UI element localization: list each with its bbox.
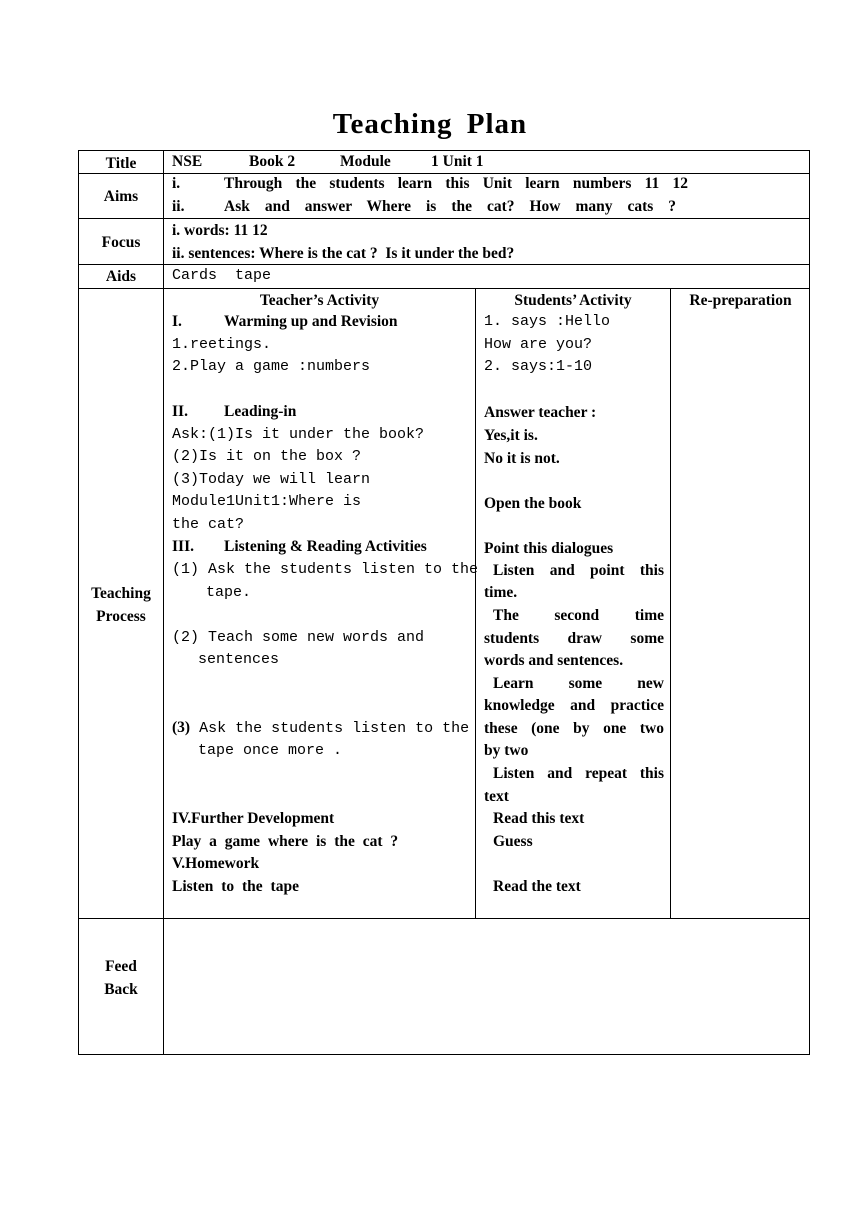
teacher-line: tape once more . bbox=[198, 742, 343, 759]
teacher-line: Module1Unit1:Where is bbox=[172, 493, 362, 510]
student-line: these (one by one two bbox=[484, 720, 664, 737]
teacher-line: the cat? bbox=[172, 516, 245, 533]
focus-sentences: ii. sentences: Where is the cat ? Is it under the bed? bbox=[172, 245, 515, 262]
focus-label: Focus bbox=[101, 234, 141, 251]
student-line: Listen and point this bbox=[493, 562, 664, 579]
student-line: Open the book bbox=[484, 495, 582, 512]
student-line: How are you? bbox=[484, 336, 593, 353]
teacher-line: Listen to the tape bbox=[172, 878, 299, 895]
student-line: No it is not. bbox=[484, 450, 560, 467]
teaching-process-label-line1: Teaching bbox=[91, 585, 151, 602]
students-activity-header: Students’ Activity bbox=[514, 292, 632, 309]
teacher-section-1-heading: Warming up and Revision bbox=[224, 313, 398, 330]
teacher-line: (3)Today we will learn bbox=[172, 471, 371, 488]
teacher-section-2-number: II. bbox=[172, 403, 188, 420]
student-line: Yes,it is. bbox=[484, 427, 538, 444]
student-line: students draw some bbox=[484, 630, 664, 647]
teacher-line: 1.reetings. bbox=[172, 336, 272, 353]
aims-label: Aims bbox=[103, 188, 139, 205]
student-line: knowledge and practice bbox=[484, 697, 664, 714]
student-line: Read this text bbox=[493, 810, 585, 827]
aims-ii-number: ii. bbox=[172, 198, 185, 215]
teacher-line: (2)Is it on the box ? bbox=[172, 448, 362, 465]
student-line: Answer teacher : bbox=[484, 404, 597, 421]
student-line: Point this dialogues bbox=[484, 540, 614, 557]
teacher-section-4-heading: IV.Further Development bbox=[172, 810, 335, 827]
teacher-section-2-heading: Leading-in bbox=[224, 403, 297, 420]
teacher-section-3-number: III. bbox=[172, 538, 194, 555]
teacher-line: tape. bbox=[206, 584, 252, 601]
document-title: Teaching Plan bbox=[332, 108, 528, 140]
student-line: The second time bbox=[493, 607, 664, 624]
student-line: Read the text bbox=[493, 878, 581, 895]
feedback-label-line2: Back bbox=[104, 981, 138, 998]
student-line: Listen and repeat this bbox=[493, 765, 664, 782]
title-book: Book 2 bbox=[249, 153, 296, 170]
teacher-line: 2.Play a game :numbers bbox=[172, 358, 371, 375]
teacher-line: (1) Ask the students listen to the bbox=[172, 561, 479, 578]
student-line: 2. says:1-10 bbox=[484, 358, 593, 375]
aids-label: Aids bbox=[105, 268, 137, 285]
student-line: words and sentences. bbox=[484, 652, 624, 669]
title-unit: 1 Unit 1 bbox=[431, 153, 484, 170]
focus-words: i. words: 11 12 bbox=[172, 222, 268, 239]
student-line: by two bbox=[484, 742, 529, 759]
title-label: Title bbox=[105, 155, 137, 172]
teacher-line: (2) Teach some new words and bbox=[172, 629, 425, 646]
re-preparation-header: Re-preparation bbox=[689, 292, 792, 309]
aims-i-text: Through the students learn this Unit learn numbers 11 12 bbox=[224, 175, 688, 192]
title-module: Module bbox=[340, 153, 391, 170]
title-nse: NSE bbox=[172, 153, 203, 170]
teacher-line: Play a game where is the cat ? bbox=[172, 833, 399, 850]
student-line: text bbox=[484, 788, 509, 805]
student-line: Learn some new bbox=[493, 675, 664, 692]
teacher-section-5-heading: V.Homework bbox=[172, 855, 260, 872]
student-line: time. bbox=[484, 584, 518, 601]
teacher-section-1-number: I. bbox=[172, 313, 182, 330]
teacher-line: (3) Ask the students listen to the bbox=[172, 719, 470, 737]
student-line: 1. says :Hello bbox=[484, 313, 611, 330]
teaching-process-label-line2: Process bbox=[96, 608, 146, 625]
teacher-line: Ask:(1)Is it under the book? bbox=[172, 426, 425, 443]
feedback-label-line1: Feed bbox=[105, 958, 137, 975]
aims-ii-text: Ask and answer Where is the cat? How many cats ? bbox=[224, 198, 676, 215]
student-line: Guess bbox=[493, 833, 533, 850]
teacher-activity-header: Teacher’s Activity bbox=[259, 292, 380, 309]
aims-i-number: i. bbox=[172, 175, 181, 192]
aids-value: Cards tape bbox=[172, 267, 272, 284]
teacher-line: sentences bbox=[198, 651, 280, 668]
teacher-section-3-heading: Listening & Reading Activities bbox=[224, 538, 427, 555]
